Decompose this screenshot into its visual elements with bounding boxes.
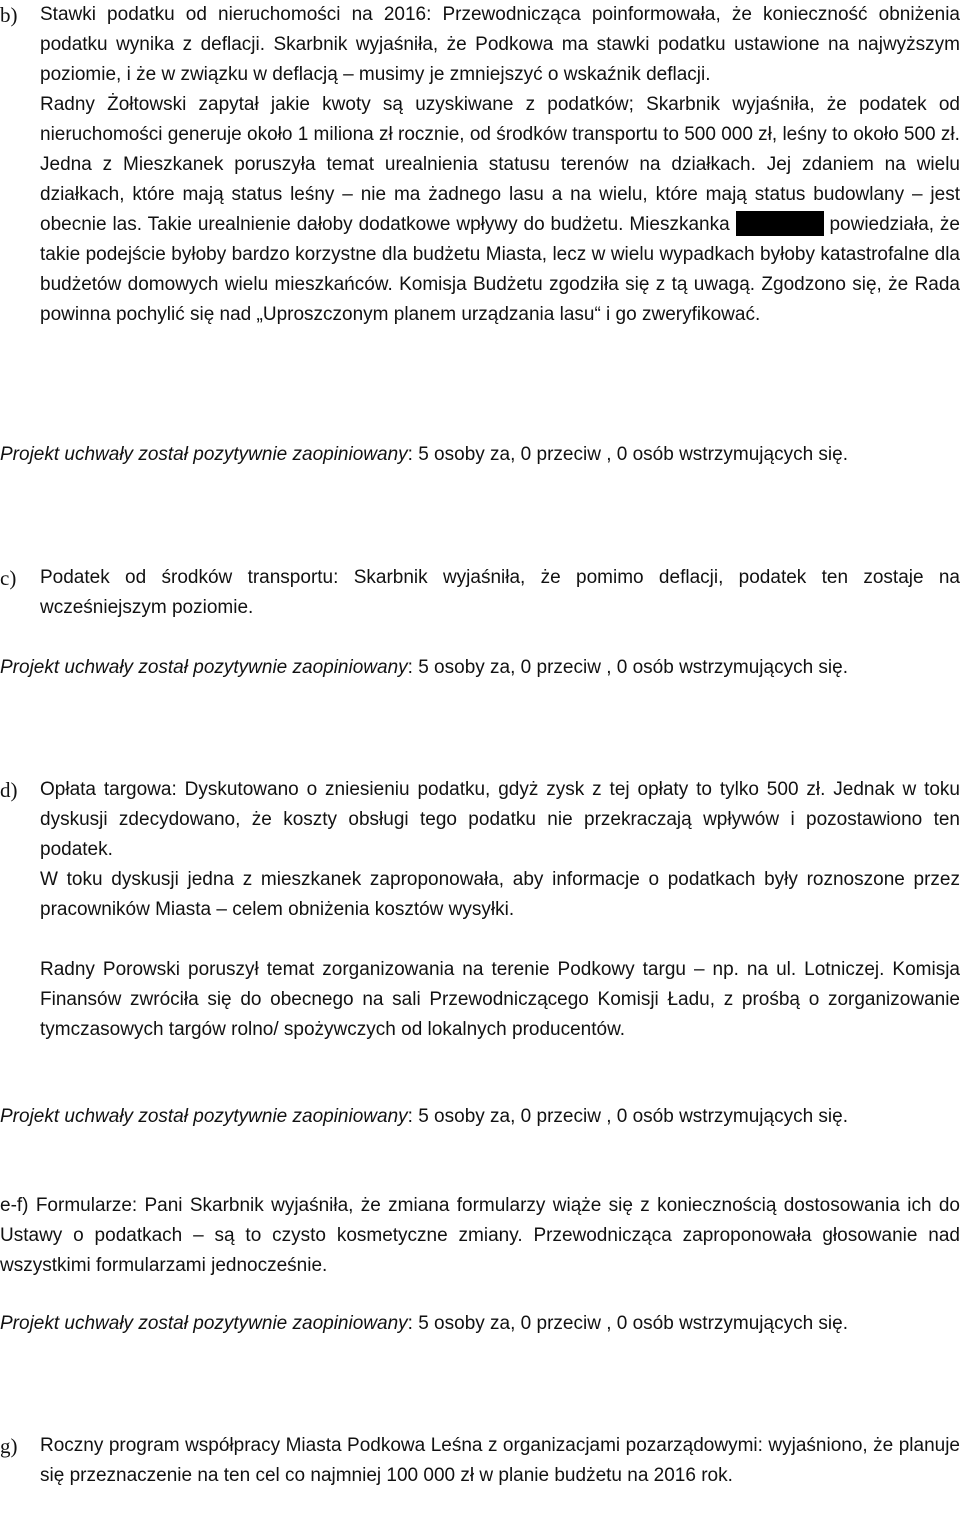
vote-tally: : 5 osoby za, 0 przeciw , 0 osób wstrzymujących się. [407, 1313, 848, 1334]
vote-label: Projekt uchwały został pozytywnie zaopiniowany [0, 1106, 408, 1127]
vote-result [0, 1309, 960, 1339]
paragraph: Roczny program współpracy Miasta Podkowa Leśna z organizacjami pozarządowymi: wyjaśniono, że planuje się przeznaczenie na ten cel co najmniej 100 000 zł w planie budżetu na 2016 rok. [40, 1435, 960, 1486]
vote-tally: : 5 osoby za, 0 przeciw , 0 osób wstrzymujących się. [407, 1106, 848, 1127]
paragraph: Radny Porowski poruszył temat zorganizowania na terenie Podkowy targu – np. na ul. Lotniczej. Komisja Finansów zwróciła się do obecnego na sali Przewodniczącego Komisji Ładu, z prośbą o zorganizowanie tymczasowych targów rolno/ spożywczych od lokalnych producentów. [40, 959, 960, 1040]
paragraph: Radny Żołtowski zapytał jakie kwoty są uzyskiwane z podatków; Skarbnik wyjaśniła, że podatek od nieruchomości generuje około 1 miliona zł rocznie, od środków transportu to 500 000 zł, leśny to około 500 zł. [40, 94, 960, 145]
vote-label: Projekt uchwały został pozytywnie zaopiniowany [0, 657, 408, 678]
section-ef: e-f) Formularze: Pani Skarbnik wyjaśniła, że zmiana formularzy wiąże się z koniecznością dostosowania ich do Ustawy o podatkach – są to czysto kosmetyczne zmiany. Przewodnicząca zaproponowała głosowanie nad wszystkimi formularzami jednocześnie. [0, 1195, 960, 1276]
section-b [0, 0, 960, 330]
section-marker: b) [0, 3, 18, 27]
section-c [0, 563, 960, 623]
vote-result [0, 653, 960, 683]
section-g [0, 1431, 960, 1491]
paragraph-text: powiedziała, że takie podejście byłoby bardzo korzystne dla budżetu Miasta, lecz w wielu wypadkach byłoby katastrofalne dla budżetów domowych wielu mieszkańców. Komisja Budżetu zgodziła się z tą uwagą. Zgodzono się, że Rada powinna pochylić się nad „Uproszczonym planem urządzania lasu“ i go zweryfikować. [40, 214, 960, 325]
vote-result [0, 1102, 960, 1132]
paragraph: Stawki podatku od nieruchomości na 2016: Przewodnicząca poinformowała, że konieczność obniżenia podatku wynika z deflacji. Skarbnik wyjaśniła, że Podkowa ma stawki podatku ustawione na najwyższym poziomie, i że w związku w deflacją – musimy je zmniejszyć o wskaźnik deflacji. [40, 4, 960, 85]
vote-label: Projekt uchwały został pozytywnie zaopiniowany [0, 1313, 408, 1334]
vote-result [0, 440, 960, 470]
paragraph: Opłata targowa: Dyskutowano o zniesieniu podatku, gdyż zysk z tej opłaty to tylko 500 zł. Jednak w toku dyskusji zdecydowano, że koszty obsługi tego podatku nie przekraczają wpływów i pozostawiono ten podatek. [40, 779, 960, 860]
vote-label: Projekt uchwały został pozytywnie zaopiniowany [0, 444, 408, 465]
section-marker: d) [0, 778, 18, 802]
section-marker: c) [0, 566, 17, 590]
vote-tally: : 5 osoby za, 0 przeciw , 0 osób wstrzymujących się. [407, 657, 848, 678]
paragraph: W toku dyskusji jedna z mieszkanek zaproponowała, aby informacje o podatkach były roznoszone przez pracowników Miasta – celem obniżenia kosztów wysyłki. [40, 869, 960, 920]
paragraph: Podatek od środków transportu: Skarbnik wyjaśniła, że pomimo deflacji, podatek ten zostaje na wcześniejszym poziomie. [40, 567, 960, 618]
vote-tally: : 5 osoby za, 0 przeciw , 0 osób wstrzymujących się. [407, 444, 848, 465]
section-d [0, 775, 960, 1045]
paragraph-text: Jedna z Mieszkanek poruszyła temat urealnienia statusu terenów na działkach. Jej zdaniem na wielu działkach, które mają status leśny – nie ma żadnego lasu a na wielu, które mają status budowlany – jest obecnie las. Takie urealnienie dałoby dodatkowe wpływy do budżetu. Mieszkanka [40, 154, 960, 235]
section-marker: g) [0, 1434, 18, 1458]
paragraph [40, 150, 960, 330]
redacted-name [736, 211, 824, 236]
